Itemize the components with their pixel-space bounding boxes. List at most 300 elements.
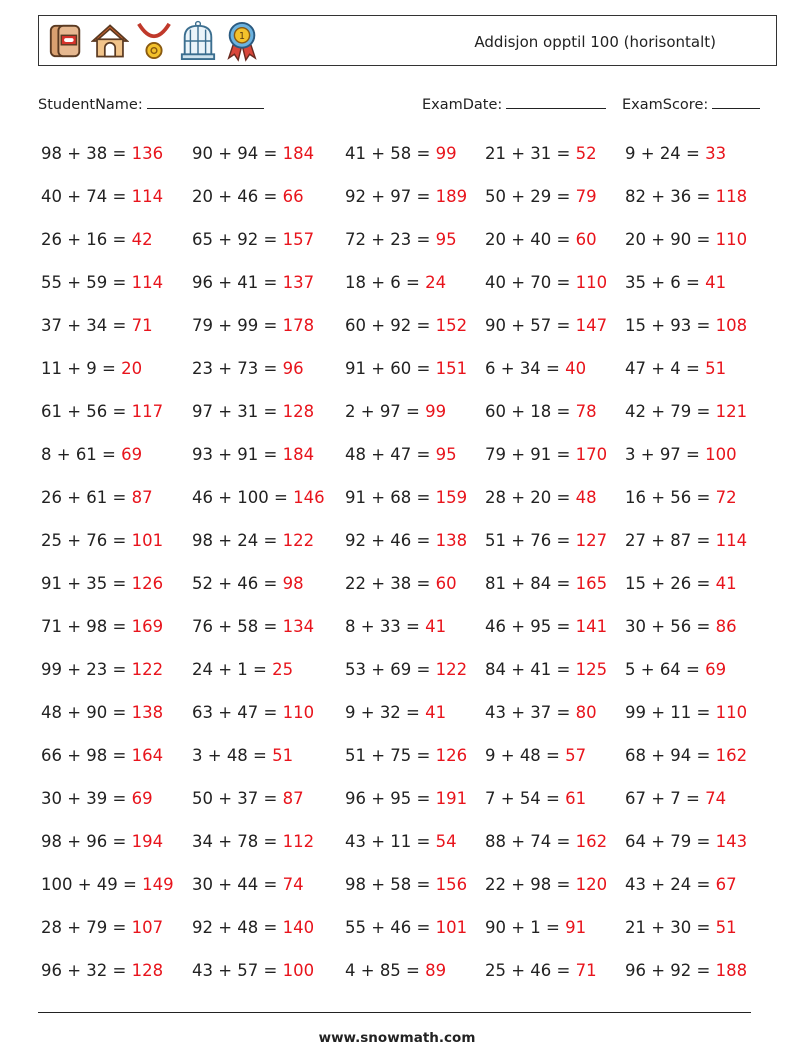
problem-question: 8 + 61 =: [41, 445, 116, 464]
problem-item: [625, 273, 726, 292]
problem-item: [192, 789, 304, 808]
problem-answer: 114: [715, 531, 748, 550]
problem-question: 92 + 97 =: [345, 187, 431, 206]
problem-question: 26 + 61 =: [41, 488, 127, 507]
problem-question: 98 + 24 =: [192, 531, 278, 550]
problem-answer: 114: [131, 187, 164, 206]
problem-question: 48 + 90 =: [41, 703, 127, 722]
problem-item: [192, 574, 304, 593]
problem-question: 90 + 1 =: [485, 918, 560, 937]
problem-answer: 162: [715, 746, 748, 765]
problem-question: 98 + 96 =: [41, 832, 127, 851]
problem-question: 3 + 97 =: [625, 445, 700, 464]
problem-answer: 120: [575, 875, 608, 894]
problem-item: [625, 488, 737, 507]
exam-date-blank[interactable]: [506, 94, 606, 109]
problem-item: [192, 746, 293, 765]
problem-item: [345, 660, 467, 679]
award-ribbon-icon: [223, 20, 261, 62]
problem-item: [625, 789, 726, 808]
problem-item: [625, 875, 737, 894]
exam-date-field: [422, 94, 606, 113]
problem-question: 30 + 39 =: [41, 789, 127, 808]
problem-item: [41, 187, 163, 206]
student-name-blank[interactable]: [147, 94, 264, 109]
problem-answer: 80: [575, 703, 597, 722]
problem-answer: 184: [282, 144, 315, 163]
problem-answer: 191: [435, 789, 468, 808]
problem-answer: 87: [282, 789, 304, 808]
problem-question: 82 + 36 =: [625, 187, 711, 206]
problem-answer: 100: [282, 961, 315, 980]
problem-answer: 51: [715, 918, 737, 937]
problem-item: [41, 918, 163, 937]
problem-item: [625, 402, 747, 421]
problem-question: 67 + 7 =: [625, 789, 700, 808]
problem-answer: 138: [435, 531, 468, 550]
problem-item: [192, 660, 293, 679]
problem-item: [485, 746, 586, 765]
problem-question: 65 + 92 =: [192, 230, 278, 249]
problem-question: 43 + 57 =: [192, 961, 278, 980]
problem-question: 50 + 37 =: [192, 789, 278, 808]
problem-question: 81 + 84 =: [485, 574, 571, 593]
student-name-label: StudentName:: [38, 97, 143, 113]
problem-item: [485, 230, 597, 249]
problem-question: 50 + 29 =: [485, 187, 571, 206]
exam-score-label: ExamScore:: [622, 97, 709, 113]
exam-date-label: ExamDate:: [422, 97, 503, 113]
footer-divider: [38, 1012, 751, 1013]
problem-question: 8 + 33 =: [345, 617, 420, 636]
problem-answer: 128: [282, 402, 315, 421]
problem-answer: 96: [282, 359, 304, 378]
problem-answer: 67: [715, 875, 737, 894]
problem-question: 68 + 94 =: [625, 746, 711, 765]
problem-item: [41, 402, 163, 421]
problem-answer: 52: [575, 144, 597, 163]
problem-answer: 184: [282, 445, 315, 464]
problem-question: 34 + 78 =: [192, 832, 278, 851]
problem-item: [485, 488, 597, 507]
problem-answer: 136: [131, 144, 164, 163]
problem-answer: 99: [435, 144, 457, 163]
problem-item: [192, 273, 314, 292]
problem-answer: 24: [425, 273, 447, 292]
problem-item: [485, 574, 607, 593]
problem-item: [192, 359, 304, 378]
problem-item: [485, 875, 607, 894]
problem-question: 92 + 46 =: [345, 531, 431, 550]
problem-answer: 54: [435, 832, 457, 851]
problem-item: [345, 918, 467, 937]
problem-answer: 110: [282, 703, 315, 722]
problem-question: 37 + 34 =: [41, 316, 127, 335]
problem-question: 25 + 76 =: [41, 531, 127, 550]
problem-question: 96 + 92 =: [625, 961, 711, 980]
problem-question: 100 + 49 =: [41, 875, 137, 894]
problem-item: [192, 531, 314, 550]
problem-answer: 95: [435, 445, 457, 464]
problem-answer: 42: [131, 230, 153, 249]
problem-question: 43 + 24 =: [625, 875, 711, 894]
problem-question: 71 + 98 =: [41, 617, 127, 636]
problem-item: [625, 660, 726, 679]
problem-answer: 61: [565, 789, 587, 808]
problem-answer: 152: [435, 316, 468, 335]
problem-question: 48 + 47 =: [345, 445, 431, 464]
problem-item: [41, 574, 163, 593]
problem-question: 21 + 31 =: [485, 144, 571, 163]
problem-question: 64 + 79 =: [625, 832, 711, 851]
svg-text:1: 1: [238, 31, 246, 43]
problem-answer: 41: [425, 617, 447, 636]
problem-answer: 40: [565, 359, 587, 378]
problem-question: 20 + 40 =: [485, 230, 571, 249]
problem-answer: 110: [715, 230, 748, 249]
problem-item: [345, 961, 446, 980]
problem-item: [625, 316, 747, 335]
student-name-field: [38, 94, 264, 113]
problem-question: 51 + 75 =: [345, 746, 431, 765]
problem-item: [625, 961, 747, 980]
problem-answer: 164: [131, 746, 164, 765]
problem-item: [41, 746, 163, 765]
problem-item: [485, 359, 586, 378]
problem-answer: 33: [705, 144, 727, 163]
problem-item: [345, 359, 467, 378]
problem-question: 22 + 38 =: [345, 574, 431, 593]
problem-item: [485, 316, 607, 335]
problem-question: 60 + 92 =: [345, 316, 431, 335]
problem-item: [41, 875, 174, 894]
problem-answer: 112: [282, 832, 315, 851]
problem-answer: 134: [282, 617, 315, 636]
problem-answer: 74: [705, 789, 727, 808]
problem-question: 27 + 87 =: [625, 531, 711, 550]
problem-item: [41, 316, 153, 335]
problem-answer: 159: [435, 488, 468, 507]
problem-question: 9 + 48 =: [485, 746, 560, 765]
problem-answer: 86: [715, 617, 737, 636]
problem-item: [345, 574, 457, 593]
problem-question: 20 + 90 =: [625, 230, 711, 249]
problem-item: [485, 703, 597, 722]
problem-item: [345, 746, 467, 765]
problem-question: 79 + 99 =: [192, 316, 278, 335]
problem-item: [345, 316, 467, 335]
medal-icon: [135, 20, 173, 62]
problem-question: 61 + 56 =: [41, 402, 127, 421]
problem-answer: 60: [575, 230, 597, 249]
problem-question: 46 + 100 =: [192, 488, 288, 507]
problem-item: [192, 703, 314, 722]
problem-question: 40 + 74 =: [41, 187, 127, 206]
problem-item: [41, 703, 163, 722]
problem-item: [192, 187, 304, 206]
problem-question: 76 + 58 =: [192, 617, 278, 636]
problem-question: 88 + 74 =: [485, 832, 571, 851]
problem-item: [345, 832, 457, 851]
problem-item: [345, 230, 457, 249]
problem-question: 15 + 93 =: [625, 316, 711, 335]
problem-answer: 110: [715, 703, 748, 722]
problem-item: [485, 144, 597, 163]
problem-item: [41, 617, 163, 636]
problem-answer: 48: [575, 488, 597, 507]
problem-question: 30 + 44 =: [192, 875, 278, 894]
problem-question: 90 + 57 =: [485, 316, 571, 335]
problem-answer: 51: [272, 746, 294, 765]
problem-item: [41, 445, 142, 464]
problem-item: [41, 273, 163, 292]
problem-item: [345, 273, 446, 292]
problem-item: [485, 187, 597, 206]
problem-item: [485, 445, 607, 464]
problem-answer: 100: [705, 445, 737, 464]
problem-question: 51 + 76 =: [485, 531, 571, 550]
problem-answer: 138: [131, 703, 164, 722]
problem-item: [41, 359, 142, 378]
problem-answer: 122: [131, 660, 164, 679]
problem-answer: 140: [282, 918, 315, 937]
problem-item: [625, 531, 747, 550]
problem-answer: 91: [565, 918, 587, 937]
problem-question: 21 + 30 =: [625, 918, 711, 937]
problem-answer: 74: [282, 875, 304, 894]
problem-question: 72 + 23 =: [345, 230, 431, 249]
exam-score-field: [622, 94, 760, 113]
problem-question: 35 + 6 =: [625, 273, 700, 292]
birdcage-icon: [179, 20, 217, 62]
problem-item: [345, 789, 467, 808]
problem-answer: 146: [293, 488, 325, 507]
problem-answer: 110: [575, 273, 608, 292]
problem-answer: 20: [121, 359, 143, 378]
problem-answer: 117: [131, 402, 164, 421]
problem-item: [625, 703, 747, 722]
problem-question: 9 + 32 =: [345, 703, 420, 722]
problem-answer: 69: [121, 445, 143, 464]
problem-question: 96 + 95 =: [345, 789, 431, 808]
problem-answer: 137: [282, 273, 315, 292]
problem-item: [41, 531, 163, 550]
problem-item: [485, 961, 597, 980]
problem-item: [345, 875, 467, 894]
problem-question: 92 + 48 =: [192, 918, 278, 937]
problem-answer: 108: [715, 316, 748, 335]
problem-item: [625, 617, 737, 636]
problem-item: [625, 359, 726, 378]
problem-answer: 128: [131, 961, 164, 980]
problem-answer: 57: [565, 746, 587, 765]
problem-item: [625, 230, 747, 249]
problem-answer: 41: [425, 703, 447, 722]
problem-answer: 51: [705, 359, 727, 378]
problem-question: 79 + 91 =: [485, 445, 571, 464]
problem-item: [192, 230, 314, 249]
problem-answer: 101: [435, 918, 468, 937]
problem-item: [485, 832, 607, 851]
problem-item: [485, 918, 586, 937]
problem-question: 46 + 95 =: [485, 617, 571, 636]
header-icons: [47, 20, 261, 62]
problem-item: [41, 488, 153, 507]
problem-item: [192, 832, 314, 851]
footer-url: www.snowmath.com: [318, 1030, 476, 1046]
problem-item: [192, 918, 314, 937]
problem-item: [41, 230, 153, 249]
worksheet-header: [38, 15, 777, 66]
problem-question: 66 + 98 =: [41, 746, 127, 765]
problem-question: 23 + 73 =: [192, 359, 278, 378]
problem-question: 41 + 58 =: [345, 144, 431, 163]
problem-question: 53 + 69 =: [345, 660, 431, 679]
problem-answer: 89: [425, 961, 447, 980]
problem-answer: 188: [715, 961, 748, 980]
problem-answer: 66: [282, 187, 304, 206]
problem-question: 97 + 31 =: [192, 402, 278, 421]
problem-question: 26 + 16 =: [41, 230, 127, 249]
problem-question: 91 + 60 =: [345, 359, 431, 378]
problem-item: [485, 789, 586, 808]
doghouse-icon: [91, 20, 129, 62]
problem-item: [41, 789, 153, 808]
problem-answer: 165: [575, 574, 608, 593]
problem-question: 22 + 98 =: [485, 875, 571, 894]
problem-question: 43 + 11 =: [345, 832, 431, 851]
problem-question: 28 + 20 =: [485, 488, 571, 507]
problem-answer: 25: [272, 660, 294, 679]
problem-question: 63 + 47 =: [192, 703, 278, 722]
problem-question: 99 + 11 =: [625, 703, 711, 722]
problem-answer: 143: [715, 832, 748, 851]
problem-item: [625, 574, 737, 593]
problem-item: [485, 531, 607, 550]
problem-question: 4 + 85 =: [345, 961, 420, 980]
problem-question: 93 + 91 =: [192, 445, 278, 464]
problem-item: [625, 187, 747, 206]
problem-item: [41, 832, 163, 851]
problem-question: 55 + 46 =: [345, 918, 431, 937]
problem-answer: 122: [435, 660, 468, 679]
problem-question: 42 + 79 =: [625, 402, 711, 421]
problem-question: 6 + 34 =: [485, 359, 560, 378]
problem-answer: 71: [575, 961, 597, 980]
problem-answer: 79: [575, 187, 597, 206]
problem-question: 91 + 35 =: [41, 574, 127, 593]
problem-question: 96 + 32 =: [41, 961, 127, 980]
problem-answer: 169: [131, 617, 164, 636]
problem-question: 84 + 41 =: [485, 660, 571, 679]
problem-answer: 194: [131, 832, 164, 851]
problem-item: [192, 617, 314, 636]
problem-item: [192, 875, 304, 894]
problem-question: 11 + 9 =: [41, 359, 116, 378]
worksheet-title: Addisjon opptil 100 (horisontalt): [474, 33, 716, 51]
problem-answer: 122: [282, 531, 315, 550]
problem-answer: 98: [282, 574, 304, 593]
problem-answer: 121: [715, 402, 748, 421]
problem-item: [192, 402, 314, 421]
problem-item: [41, 144, 163, 163]
problem-item: [192, 316, 314, 335]
problem-question: 60 + 18 =: [485, 402, 571, 421]
problem-answer: 69: [705, 660, 727, 679]
problem-item: [345, 531, 467, 550]
problem-item: [192, 144, 314, 163]
problem-question: 55 + 59 =: [41, 273, 127, 292]
problem-question: 18 + 6 =: [345, 273, 420, 292]
problem-answer: 41: [705, 273, 727, 292]
problem-answer: 126: [131, 574, 164, 593]
bacon-icon: [47, 20, 85, 62]
problem-item: [345, 617, 446, 636]
problem-question: 91 + 68 =: [345, 488, 431, 507]
problem-answer: 87: [131, 488, 153, 507]
problem-answer: 141: [575, 617, 608, 636]
problem-answer: 127: [575, 531, 608, 550]
problem-question: 3 + 48 =: [192, 746, 267, 765]
problem-answer: 78: [575, 402, 597, 421]
problem-answer: 170: [575, 445, 608, 464]
problem-item: [485, 273, 607, 292]
problem-answer: 147: [575, 316, 608, 335]
problem-item: [192, 488, 325, 507]
problem-answer: 178: [282, 316, 315, 335]
problem-question: 28 + 79 =: [41, 918, 127, 937]
problem-item: [345, 488, 467, 507]
problem-answer: 95: [435, 230, 457, 249]
problem-question: 99 + 23 =: [41, 660, 127, 679]
exam-score-blank[interactable]: [712, 94, 760, 109]
problem-question: 47 + 4 =: [625, 359, 700, 378]
problem-item: [485, 402, 597, 421]
problem-answer: 156: [435, 875, 468, 894]
problem-question: 20 + 46 =: [192, 187, 278, 206]
problem-answer: 157: [282, 230, 315, 249]
problem-answer: 125: [575, 660, 608, 679]
problem-item: [345, 402, 446, 421]
problem-question: 7 + 54 =: [485, 789, 560, 808]
problem-answer: 118: [715, 187, 748, 206]
problem-answer: 60: [435, 574, 457, 593]
problem-answer: 71: [131, 316, 153, 335]
problem-question: 96 + 41 =: [192, 273, 278, 292]
problem-answer: 41: [715, 574, 737, 593]
problem-answer: 149: [142, 875, 174, 894]
problem-item: [485, 617, 607, 636]
problem-item: [41, 660, 163, 679]
problem-item: [345, 703, 446, 722]
problem-answer: 69: [131, 789, 153, 808]
problem-question: 15 + 26 =: [625, 574, 711, 593]
problem-answer: 107: [131, 918, 164, 937]
problem-answer: 126: [435, 746, 468, 765]
problem-question: 98 + 38 =: [41, 144, 127, 163]
problem-answer: 101: [131, 531, 164, 550]
problem-answer: 162: [575, 832, 608, 851]
problem-question: 25 + 46 =: [485, 961, 571, 980]
problem-question: 40 + 70 =: [485, 273, 571, 292]
problem-question: 2 + 97 =: [345, 402, 420, 421]
problem-item: [345, 187, 467, 206]
problem-question: 98 + 58 =: [345, 875, 431, 894]
problem-answer: 72: [715, 488, 737, 507]
problem-question: 16 + 56 =: [625, 488, 711, 507]
problem-question: 52 + 46 =: [192, 574, 278, 593]
problem-answer: 114: [131, 273, 164, 292]
